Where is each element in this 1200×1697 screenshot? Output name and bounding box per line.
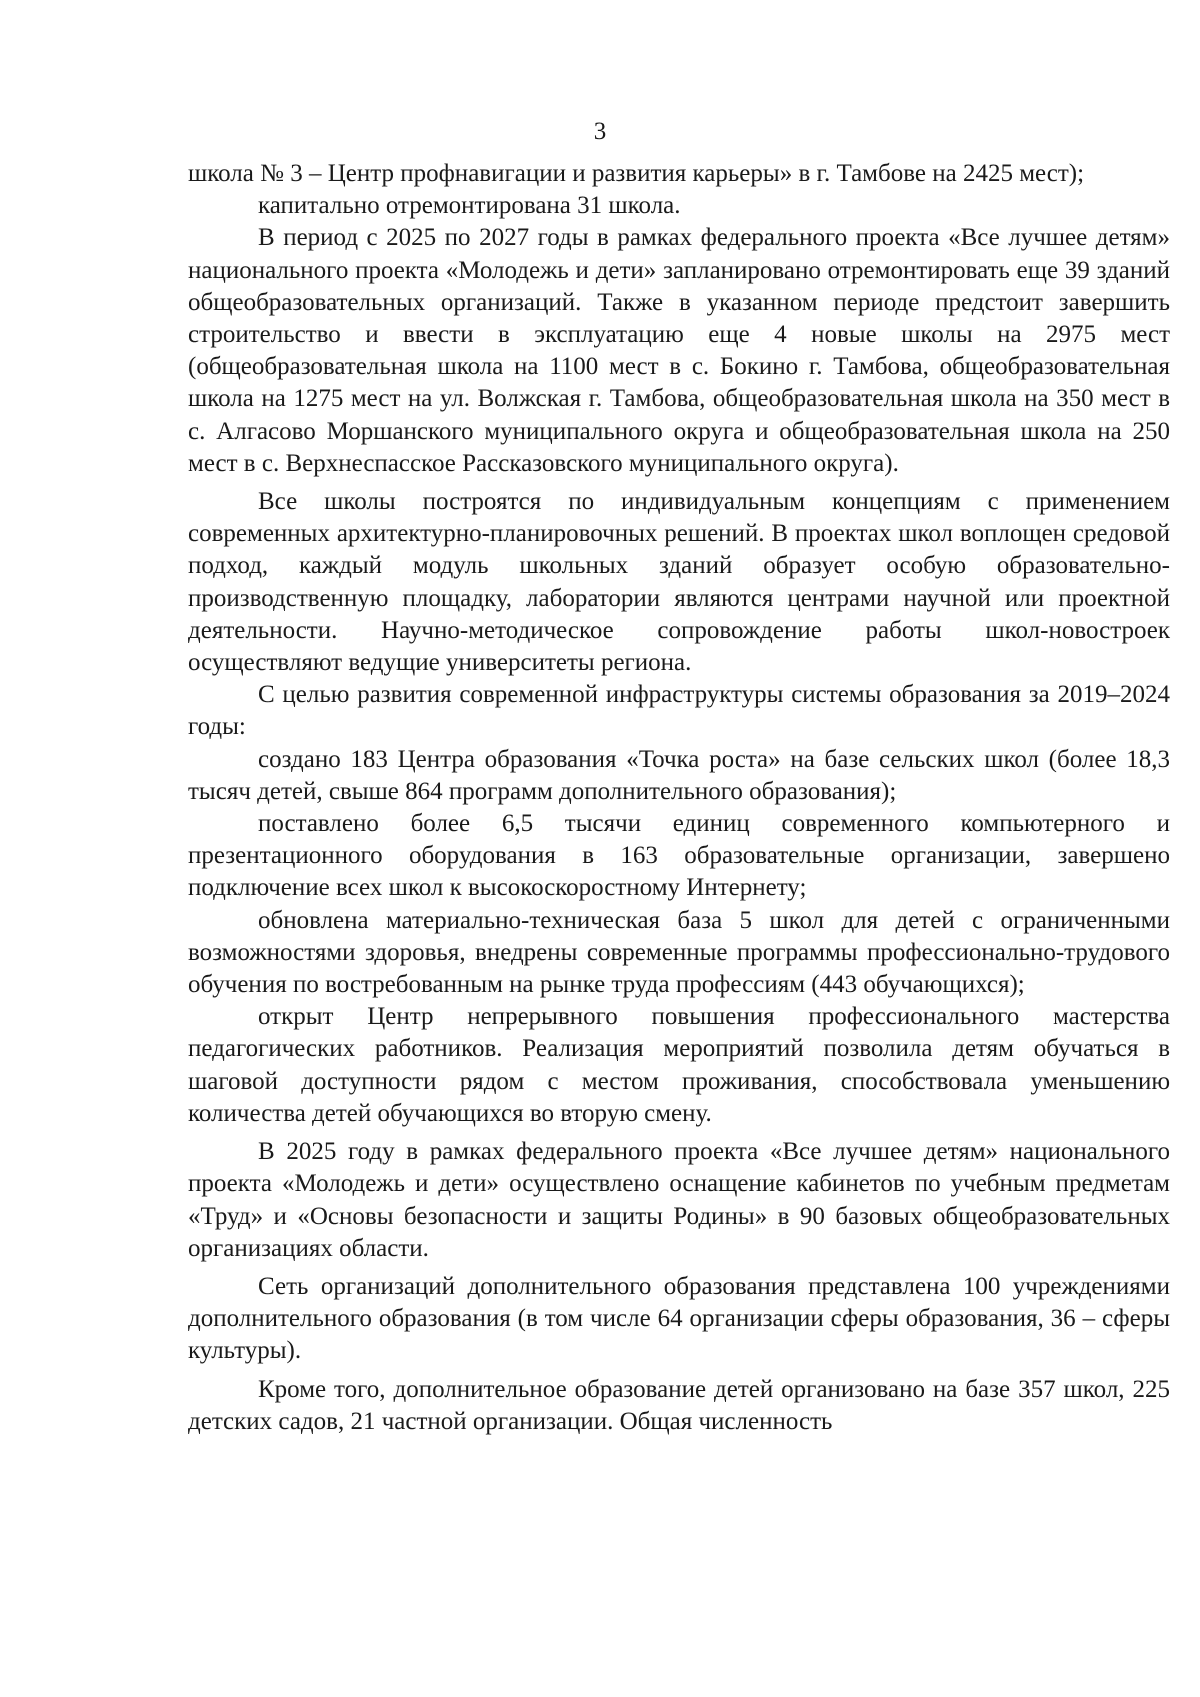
paragraph: школа № 3 – Центр профнавигации и развития карьеры» в г. Тамбове на 2425 мест);	[188, 160, 1085, 187]
paragraph: Все школы построятся по индивидуальным концепциям с применением современных архитектурно-планировочных решений. В проектах школ воплощен средовой подход, каждый модуль школьных зданий образует особую образовательно-производственную площадку, лаборатории являются центрами научной или проектной деятельности. Научно-методическое сопровождение работы школ-новостроек осуществляют ведущие университеты региона.	[188, 488, 1170, 677]
paragraph: Сеть организаций дополнительного образования представлена 100 учреждениями дополнительного образования (в том числе 64 организации сферы образования, 36 – сферы культуры).	[188, 1272, 1170, 1365]
paragraph: поставлено более 6,5 тысячи единиц современного компьютерного и презентационного оборудования в 163 образовательные организации, завершено подключение всех школ к высокоскоростному Интернету;	[188, 810, 1170, 902]
body-text	[188, 158, 1170, 1438]
paragraph: открыт Центр непрерывного повышения профессионального мастерства педагогических работников. Реализация мероприятий позволила детям обучаться в шаговой доступности рядом с местом проживания, способствовала уменьшению количества детей обучающихся во вторую смену.	[188, 1003, 1170, 1127]
paragraph: В 2025 году в рамках федерального проекта «Все лучшее детям» национального проекта «Молодежь и дети» осуществлено оснащение кабинетов по учебным предметам «Труд» и «Основы безопасности и защиты Родины» в 90 базовых общеобразовательных организациях области.	[188, 1138, 1170, 1262]
paragraph: С целью развития современной инфраструктуры системы образования за 2019–2024 годы:	[188, 681, 1170, 741]
paragraph: В период с 2025 по 2027 годы в рамках федерального проекта «Все лучшее детям» национального проекта «Молодежь и дети» запланировано отремонтировать еще 39 зданий общеобразовательных организаций. Также в указанном периоде предстоит завершить строительство и ввести в эксплуатацию еще 4 новые школы на 2975 мест (общеобразовательная школа на 1100 мест в с. Бокино г. Тамбова, общеобразовательная школа на 1275 мест на ул. Волжская г. Тамбова, общеобразовательная школа на 350 мест в с. Алгасово Моршанского муниципального округа и общеобразовательная школа на 250 мест в с. Верхнеспасское Рассказовского муниципального округа).	[188, 224, 1170, 477]
paragraph: создано 183 Центра образования «Точка роста» на базе сельских школ (более 18,3 тысяч детей, свыше 864 программ дополнительного образования);	[188, 745, 1170, 805]
paragraph: Кроме того, дополнительное образование детей организовано на базе 357 школ, 225 детских садов, 21 частной организации. Общая численность	[188, 1375, 1170, 1435]
paragraph: капитально отремонтирована 31 школа.	[258, 192, 681, 220]
paragraph: обновлена материально-техническая база 5 школ для детей с ограниченными возможностями здоровья, внедрены современные программы профессионально-трудового обучения по востребованным на рынке труда профессиям (443 обучающихся);	[188, 906, 1170, 999]
page-number: 3	[593, 118, 607, 145]
